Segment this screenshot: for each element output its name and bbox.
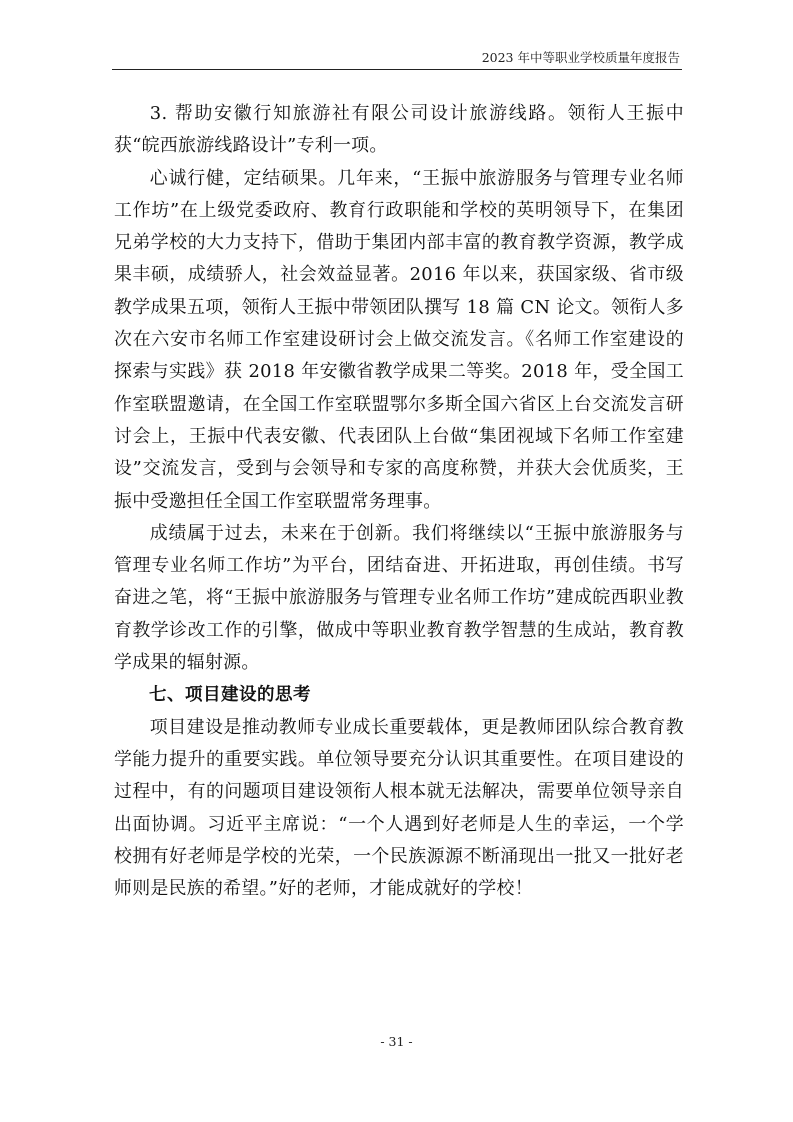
paragraph-achievements: 心诚行健，定结硕果。几年来，“王振中旅游服务与管理专业名师工作坊”在上级党委政府、教育行政职能和学校的英明领导下，在集团兄弟学校的大力支持下，借助于集团内部丰富的教育教学资源，教学成果丰硕，成绩骄人，社会效益显著。2016 年以来，获国家级、省市级教学成果五项，领衔人王振中带领团队撰写 18 篇 CN 论文。领衔人多次在六安市名师工作室建设研讨会上做交流发言。《名师工作室建设的探索与实践》获 2018 年安徽省教学成果二等奖。2018 年，受全国工作室联盟邀请，在全国工作室联盟鄂尔多斯全国六省区上台交流发言研讨会上，王振中代表安徽、代表团队上台做“集团视域下名师工作室建设”交流发言，受到与会领导和专家的高度称赞，并获大会优质奖，王振中受邀担任全国工作室联盟常务理事。 [114, 167, 684, 512]
running-header: 2023 年中等职业学校质量年度报告 [481, 50, 680, 65]
paragraph-reflection: 项目建设是推动教师专业成长重要载体，更是教师团队综合教育教学能力提升的重要实践。单位领导要充分认识其重要性。在项目建设的过程中，有的问题项目建设领衔人根本就无法解决，需要单位领导亲自出面协调。习近平主席说：“一个人遇到好老师是人生的幸运，一个学校拥有好老师是学校的光荣，一个民族源源不断涌现出一批又一批好老师则是民族的希望。”好的老师，才能成就好的学校！ [114, 716, 684, 900]
section-heading: 七、项目建设的思考 [149, 685, 311, 706]
paragraph-future-plans: 成绩属于过去，未来在于创新。我们将继续以“王振中旅游服务与管理专业名师工作坊”为平台，团结奋进、开拓进取，再创佳绩。书写奋进之笔，将“王振中旅游服务与管理专业名师工作坊”建成皖西职业教育教学诊改工作的引擎，做成中等职业教育教学智慧的生成站，教育教学成果的辐射源。 [114, 522, 684, 674]
body-text [114, 98, 684, 905]
page-number: - 31 - [380, 1034, 413, 1049]
header-divider [112, 69, 682, 70]
paragraph-patent-item: 3. 帮助安徽行知旅游社有限公司设计旅游线路。领衔人王振中获“皖西旅游线路设计”专利一项。 [114, 103, 684, 157]
